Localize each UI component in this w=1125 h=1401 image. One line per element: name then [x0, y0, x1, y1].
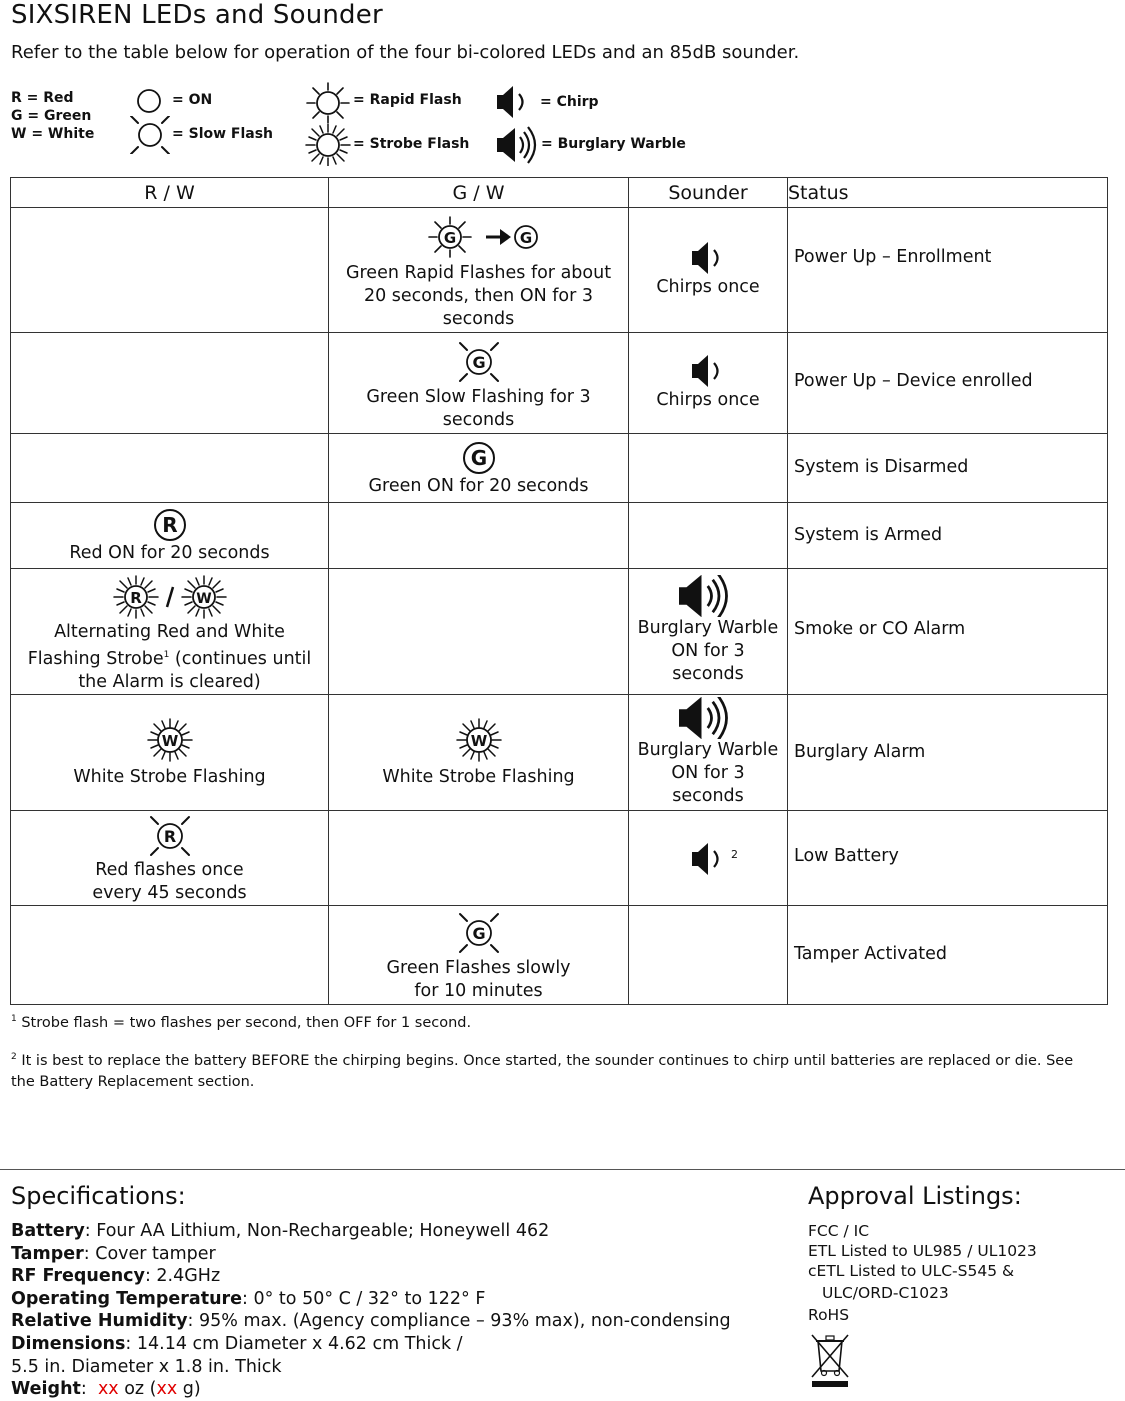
approval-item: ULC/ORD-C1023	[822, 1284, 949, 1302]
header-rw: R / W	[11, 178, 329, 208]
table-row	[11, 434, 1108, 503]
gw-cell	[329, 905, 629, 1004]
table-row	[11, 569, 1108, 695]
spec-dimensions: Dimensions: 14.14 cm Diameter x 4.62 cm Thick /	[11, 1333, 463, 1354]
status-text: Smoke or CO Alarm	[794, 619, 966, 639]
spec-tamper: Tamper: Cover tamper	[11, 1243, 216, 1264]
green-slow-flash-icon	[456, 909, 502, 957]
chirp-icon	[495, 84, 531, 120]
approval-item: RoHS	[808, 1306, 850, 1324]
status-cell	[788, 208, 1108, 333]
status-text: System is Disarmed	[794, 457, 969, 477]
spec-weight: Weight: xx oz (xx g)	[11, 1379, 201, 1400]
spec-dimensions-imperial: 5.5 in. Diameter x 1.8 in. Thick	[11, 1356, 282, 1377]
led-status-table	[10, 177, 1108, 1005]
table-row	[11, 694, 1108, 810]
spec-battery: Battery: Four AA Lithium, Non-Rechargeable; Honeywell 462	[11, 1221, 550, 1241]
sounder-cell	[629, 569, 788, 695]
svg-text:G: G	[471, 923, 486, 943]
rw-cell	[11, 333, 329, 434]
burglary-warble-icon	[495, 126, 541, 164]
page-title: SIXSIREN LEDs and Sounder	[11, 0, 383, 30]
legend-white: W = White	[11, 126, 95, 142]
legend-strobe-label: = Strobe Flash	[353, 136, 470, 152]
status-text: System is Armed	[794, 525, 943, 545]
sounder-cell	[629, 810, 788, 905]
gw-text: White Strobe Flashing	[382, 766, 575, 787]
legend	[0, 80, 720, 165]
table-row	[11, 503, 1108, 569]
burglary-warble-icon	[677, 697, 739, 739]
burglary-warble-icon	[677, 575, 739, 617]
svg-text:W: W	[195, 591, 212, 607]
legend-rapid-label: = Rapid Flash	[353, 92, 462, 108]
rw-cell	[11, 503, 329, 569]
specifications-heading: Specifications:	[11, 1182, 186, 1210]
gw-cell	[329, 208, 629, 333]
led-slow-flash-icon	[130, 116, 170, 154]
approvals-list	[808, 1221, 1037, 1389]
svg-text:G: G	[470, 446, 487, 470]
rw-cell	[11, 434, 329, 503]
approval-item: ETL Listed to UL985 / UL1023	[808, 1242, 1037, 1260]
weee-bin-icon	[808, 1331, 852, 1389]
legend-green: G = Green	[11, 108, 92, 124]
status-text: Burglary Alarm	[794, 741, 926, 762]
status-cell	[788, 434, 1108, 503]
legend-red: R = Red	[11, 90, 74, 106]
chirp-icon	[690, 240, 726, 276]
green-on-icon	[459, 441, 499, 475]
header-sounder: Sounder	[629, 178, 788, 208]
spec-rf: RF Frequency: 2.4GHz	[11, 1266, 221, 1287]
footnote-2: $^2$ It is best to replace the battery BEFORE the chirping begins. Once started, the sounder continues to chirp until batteries are replaced or die. See the Battery Replacement section.	[11, 1052, 1074, 1090]
status-cell	[788, 569, 1108, 695]
table-header-row	[11, 178, 1108, 208]
status-text: Tamper Activated	[794, 943, 948, 964]
svg-text:R: R	[163, 826, 176, 846]
sounder-cell	[629, 434, 788, 503]
table-row	[11, 333, 1108, 434]
gw-text: Green Slow Flashing for 3 seconds	[366, 387, 591, 430]
svg-text:R: R	[129, 589, 142, 607]
red-on-icon	[150, 508, 190, 542]
rw-text: Red flashes once every 45 seconds	[92, 859, 247, 903]
status-text: Power Up – Enrollment	[794, 247, 992, 267]
rw-text: White Strobe Flashing	[73, 766, 266, 787]
svg-text:G: G	[443, 229, 456, 247]
gw-cell	[329, 333, 629, 434]
svg-text:W: W	[470, 731, 487, 750]
sounder-cell	[629, 333, 788, 434]
green-rapid-then-on-icon	[414, 214, 544, 262]
spec-temperature: Operating Temperature: 0° to 50° C / 32° to 122° F	[11, 1288, 486, 1309]
sounder-cell	[629, 208, 788, 333]
gw-text: Green ON for 20 seconds	[368, 476, 589, 496]
specifications-list	[11, 1220, 791, 1401]
green-slow-flash-icon	[456, 338, 502, 386]
header-gw: G / W	[329, 178, 629, 208]
gw-cell	[329, 503, 629, 569]
legend-slow-label: = Slow Flash	[172, 126, 274, 142]
approvals-heading: Approval Listings:	[808, 1182, 1022, 1210]
footnote-ref: 2	[731, 847, 738, 861]
sounder-text: Burglary Warble ON for 3 seconds	[637, 739, 779, 806]
status-cell	[788, 694, 1108, 810]
spec-humidity: Relative Humidity: 95% max. (Agency compliance – 93% max), non-condensing	[11, 1311, 731, 1332]
svg-text:R: R	[161, 513, 178, 537]
rw-text: Red ON for 20 seconds	[69, 543, 270, 563]
svg-text:G: G	[471, 353, 486, 372]
legend-color-key	[11, 89, 94, 143]
legend-on-label: = ON	[172, 92, 213, 108]
status-cell	[788, 333, 1108, 434]
sounder-cell	[629, 905, 788, 1004]
rw-text: Alternating Red and White Flashing Strobe$^1$ (continues until the Alarm is cleared)	[27, 622, 312, 692]
legend-chirp-label: = Chirp	[540, 94, 599, 110]
footnote-ref: 1	[163, 650, 170, 660]
rw-cell	[11, 569, 329, 695]
approval-item: FCC / IC	[808, 1222, 870, 1240]
gw-cell	[329, 569, 629, 695]
footnote-1: $^1$ Strobe flash = two flashes per second, then OFF for 1 second.	[11, 1014, 472, 1031]
status-text: Power Up – Device enrolled	[794, 371, 1033, 391]
rw-cell	[11, 208, 329, 333]
approval-item: cETL Listed to ULC-S545 &	[808, 1262, 1015, 1280]
legend-warble-label: = Burglary Warble	[541, 136, 686, 152]
gw-cell	[329, 434, 629, 503]
sounder-cell	[629, 503, 788, 569]
rw-cell	[11, 905, 329, 1004]
rw-cell	[11, 694, 329, 810]
white-strobe-icon	[142, 714, 198, 766]
table-row	[11, 905, 1108, 1004]
sounder-text: Chirps once	[656, 277, 760, 297]
status-cell	[788, 503, 1108, 569]
gw-text: Green Flashes slowly for 10 minutes	[386, 957, 571, 1001]
red-slow-flash-icon	[147, 813, 193, 859]
intro-text: Refer to the table below for operation of the four bi-colored LEDs and an 85dB sounder.	[11, 42, 800, 63]
led-rapid-flash-icon	[305, 82, 351, 124]
divider	[0, 1169, 1125, 1170]
header-status: Status	[788, 178, 1108, 208]
white-strobe-icon	[451, 714, 507, 766]
chirp-icon	[690, 841, 726, 877]
red-white-strobe-icon	[110, 573, 230, 621]
table-row	[11, 810, 1108, 905]
sounder-text: Chirps once	[656, 390, 760, 410]
svg-text:W: W	[161, 731, 178, 750]
status-cell	[788, 905, 1108, 1004]
chirp-icon	[690, 353, 726, 389]
status-text: Low Battery	[794, 845, 899, 866]
status-cell	[788, 810, 1108, 905]
svg-text:G: G	[519, 229, 532, 247]
sounder-cell	[629, 694, 788, 810]
led-on-icon	[136, 88, 162, 114]
gw-cell	[329, 810, 629, 905]
table-row	[11, 208, 1108, 333]
gw-cell	[329, 694, 629, 810]
rw-cell	[11, 810, 329, 905]
sounder-text: Burglary Warble ON for 3 seconds	[637, 618, 779, 684]
gw-text: Green Rapid Flashes for about 20 seconds, then ON for 3 seconds	[345, 263, 612, 329]
led-strobe-flash-icon	[305, 124, 351, 166]
